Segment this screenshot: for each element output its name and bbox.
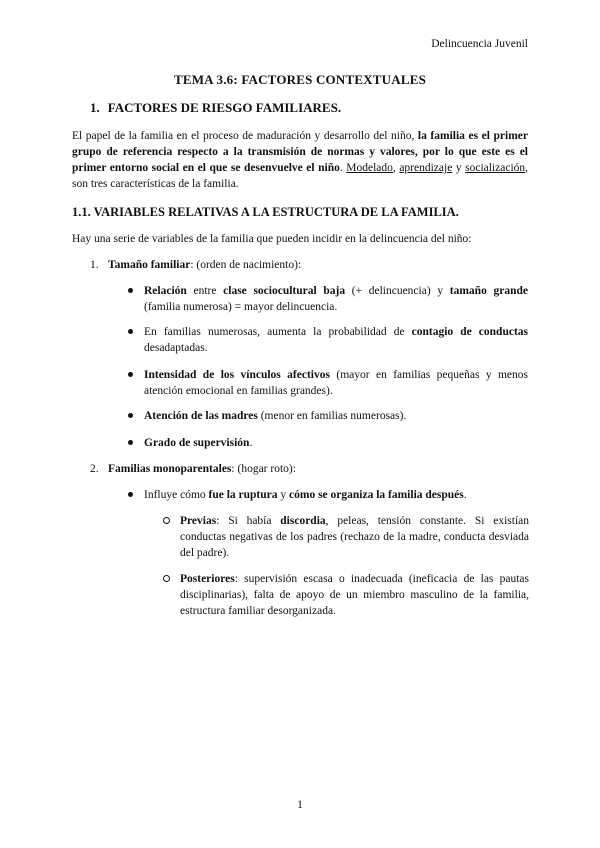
list-item	[128, 324, 528, 356]
numbered-item-2	[90, 461, 530, 477]
text: En familias numerosas, aumenta la probabilidad de	[144, 326, 412, 338]
list-item	[128, 408, 528, 424]
item-number: 1.	[90, 259, 99, 271]
text: y	[277, 489, 290, 501]
bold-term: Grado de supervisión	[144, 437, 250, 449]
text: (mayor en familias pequeñas y menos atención emocional en familias grandes).	[144, 369, 529, 397]
list-item	[128, 283, 528, 315]
intro-paragraph	[72, 128, 528, 192]
section-heading	[90, 100, 540, 116]
circle-bullet	[163, 575, 170, 582]
bold-term: discordia	[280, 515, 326, 527]
sub-list-item	[163, 571, 529, 619]
bullet-dot	[128, 413, 133, 418]
text: (familia numerosa) = mayor delincuencia.	[144, 301, 338, 313]
intro-text: , son tres características de la familia.	[72, 162, 529, 190]
page-number: 1	[297, 799, 303, 811]
underlined-term: socialización	[465, 162, 526, 174]
page-title: TEMA 3.6: FACTORES CONTEXTUALES	[173, 72, 427, 87]
section-title: FACTORES DE RIESGO FAMILIARES.	[107, 100, 342, 115]
intro-text: .	[339, 162, 347, 174]
section-number: 1.	[90, 100, 100, 115]
text: Influye cómo	[144, 489, 209, 501]
intro-bold-text: la familia es el primer grupo de referencia respecto a la transmisión de normas y valores, por lo que este es el primer entorno social en el que se desenvuelve el niño	[72, 130, 528, 174]
list-item	[128, 435, 528, 451]
bold-term: tamaño grande	[449, 285, 528, 297]
bold-term: Previas	[180, 515, 217, 527]
underlined-term: aprendizaje	[399, 162, 453, 174]
numbered-item-1	[90, 257, 530, 273]
text: desadaptadas.	[144, 342, 208, 354]
bullet-dot	[128, 329, 133, 334]
list-item	[128, 367, 528, 399]
bold-term: Atención de las madres	[144, 410, 258, 422]
item-number: 2.	[90, 463, 99, 475]
bold-term: Relación	[144, 285, 187, 297]
bullet-dot	[128, 440, 133, 445]
bullet-dot	[128, 288, 133, 293]
item-label: Familias monoparentales	[108, 463, 232, 475]
list-item	[128, 487, 528, 503]
bold-term: clase sociocultural baja	[223, 285, 346, 297]
underlined-term: Modelado	[346, 162, 393, 174]
variables-intro: Hay una serie de variables de la familia que pueden incidir en la delincuencia del niño:	[72, 233, 472, 245]
running-header: Delincuencia Juvenil	[431, 38, 528, 50]
bullet-dot	[128, 492, 133, 497]
intro-text: El papel de la familia en el proceso de maduración y desarrollo del niño,	[72, 130, 418, 142]
bold-term: Intensidad de los vínculos afectivos	[144, 369, 330, 381]
sub-list-item	[163, 513, 529, 561]
text: entre	[186, 285, 224, 297]
intro-text: ,	[392, 162, 400, 174]
bold-term: contagio de conductas	[411, 326, 528, 338]
text: , peleas, tensión constante. Si existían conductas negativas de los padres (rechazo de la madre, conducta desviada del padre).	[180, 515, 529, 559]
bold-term: cómo se organiza la familia después	[289, 489, 464, 501]
text: : Si había	[216, 515, 281, 527]
text: .	[249, 437, 253, 449]
item-label: Tamaño familiar	[108, 259, 191, 271]
circle-bullet	[163, 517, 170, 524]
text: (+ delincuencia) y	[345, 285, 450, 297]
subsection-heading: 1.1. VARIABLES RELATIVAS A LA ESTRUCTURA DE LA FAMILIA.	[72, 205, 459, 219]
text: : supervisión escasa o inadecuada (ineficacia de las pautas disciplinarias), falta de apoyo de un miembro masculino de la familia, estructura familiar desorganizada.	[180, 573, 529, 617]
bullet-dot	[128, 372, 133, 377]
intro-text: y	[452, 162, 466, 174]
item-text: : (hogar roto):	[231, 463, 296, 475]
text: .	[463, 489, 467, 501]
item-text: : (orden de nacimiento):	[190, 259, 302, 271]
text: (menor en familias numerosas).	[257, 410, 407, 422]
bold-term: Posteriores	[180, 573, 235, 585]
bold-term: fue la ruptura	[208, 489, 278, 501]
